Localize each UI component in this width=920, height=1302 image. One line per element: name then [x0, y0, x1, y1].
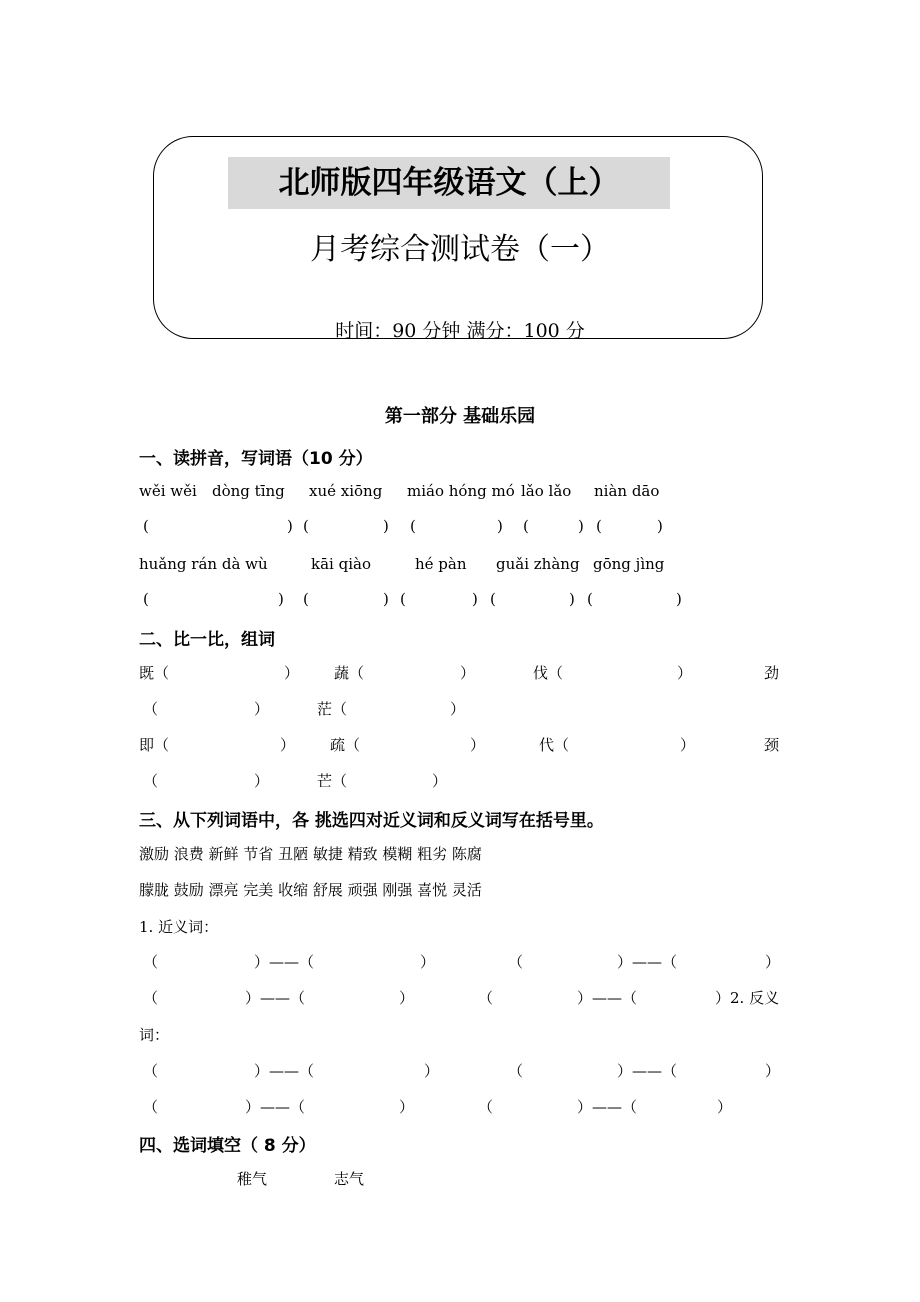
pair-blank: ） [399, 1098, 415, 1116]
bracket: ) [383, 590, 389, 608]
word-blank: 劲 [764, 664, 780, 682]
bracket: ) [278, 590, 284, 608]
bracket: ( [596, 517, 602, 535]
pair-blank: ）——（ [577, 1098, 638, 1116]
pair-blank: （ [143, 989, 159, 1007]
pinyin: guǎi zhàng [496, 555, 580, 573]
bracket: ) [287, 517, 293, 535]
choice-word: 志气 [334, 1170, 365, 1188]
bracket: ) [472, 590, 478, 608]
pair-blank: ）——（ [577, 989, 638, 1007]
exam-title: 北师版四年级语文（上） [228, 157, 670, 209]
word-blank: 疏（ [330, 736, 361, 754]
pinyin: miáo hóng mó [407, 482, 515, 500]
synonym-label: 1. 近义词： [139, 918, 219, 936]
word-blank: 伐（ [533, 664, 564, 682]
pair-blank: ）——（ [617, 1062, 678, 1080]
word-blank: （ [143, 700, 159, 718]
blank-row-1 [0, 517, 920, 541]
word-blank: ） [284, 664, 300, 682]
bracket: ( [303, 590, 309, 608]
antonym-row-2 [0, 1096, 920, 1120]
word-blank: 即（ [139, 736, 170, 754]
bracket: ( [490, 590, 496, 608]
pair-blank: ） [765, 1062, 781, 1080]
bracket: ) [676, 590, 682, 608]
pinyin: lǎo lǎo [521, 482, 572, 500]
bracket: ( [410, 517, 416, 535]
pinyin-row-2 [0, 555, 920, 579]
pair-blank: ）——（ [617, 953, 678, 971]
section-3-title: 三、从下列词语中，各 挑选四对近义词和反义词写在括号里。 [139, 811, 604, 831]
pinyin: hé pàn [415, 555, 467, 573]
pair-blank: ） [765, 953, 781, 971]
bracket: ( [523, 517, 529, 535]
word-blank: ） [677, 664, 693, 682]
synonym-row-1 [0, 951, 920, 975]
blank-row-2 [0, 590, 920, 614]
word-blank: 颈 [764, 736, 780, 754]
compare-row-3 [0, 734, 920, 758]
pair-blank: （ [143, 1062, 159, 1080]
pair-blank: ） [717, 1098, 733, 1116]
word-blank: ） [254, 700, 270, 718]
word-blank: 芒（ [317, 772, 348, 790]
word-blank: ） [680, 736, 696, 754]
pinyin: kāi qiào [311, 555, 371, 573]
pinyin: gōng jìng [593, 555, 665, 573]
antonym-label-cont: 词： [139, 1026, 170, 1044]
word-list-2: 朦胧 鼓励 漂亮 完美 收缩 舒展 顽强 刚强 喜悦 灵活 [139, 881, 482, 899]
word-blank: 代（ [539, 736, 570, 754]
bracket: ) [383, 517, 389, 535]
word-blank: （ [143, 772, 159, 790]
pair-blank: ） [399, 989, 415, 1007]
pinyin: niàn dāo [594, 482, 660, 500]
pair-blank: （ [508, 1062, 524, 1080]
pair-blank: ）——（ [254, 1062, 315, 1080]
word-blank: ） [470, 736, 486, 754]
word-blank: ） [432, 772, 448, 790]
word-choice-row [0, 1168, 920, 1192]
bracket: ( [303, 517, 309, 535]
section-4-title: 四、选词填空（ 8 分） [139, 1136, 316, 1156]
word-blank: 茫（ [317, 700, 348, 718]
compare-row-4 [0, 770, 920, 794]
pair-blank: （ [508, 953, 524, 971]
bracket: ) [569, 590, 575, 608]
word-blank: ） [460, 664, 476, 682]
pinyin: dòng tīng [212, 482, 285, 500]
pinyin: wěi wěi [139, 482, 197, 500]
word-blank: 既（ [139, 664, 170, 682]
pair-blank: （ [478, 1098, 494, 1116]
synonym-row-2 [0, 987, 920, 1011]
word-blank: 蔬（ [334, 664, 365, 682]
exam-time-info: 时间：90 分钟 满分：100 分 [335, 320, 585, 342]
pair-blank: ）2. 反义 [715, 989, 780, 1007]
bracket: ) [497, 517, 503, 535]
bracket: ) [578, 517, 584, 535]
pair-blank: （ [478, 989, 494, 1007]
section-2-title: 二、比一比，组词 [139, 630, 275, 650]
word-blank: ） [280, 736, 296, 754]
pair-blank: ）——（ [245, 989, 306, 1007]
pinyin: huǎng rán dà wù [139, 555, 268, 573]
compare-row-2 [0, 698, 920, 722]
bracket: ( [400, 590, 406, 608]
pair-blank: （ [143, 1098, 159, 1116]
section-1-title: 一、读拼音，写词语（10 分） [139, 449, 373, 469]
pinyin: xué xiōng [309, 482, 383, 500]
antonym-row-1 [0, 1060, 920, 1084]
pair-blank: ）——（ [254, 953, 315, 971]
part-title: 第一部分 基础乐园 [384, 406, 536, 427]
compare-row-1 [0, 662, 920, 686]
bracket: ) [657, 517, 663, 535]
pair-blank: ） [420, 953, 436, 971]
word-list-1: 激励 浪费 新鲜 节省 丑陋 敏捷 精致 模糊 粗劣 陈腐 [139, 845, 482, 863]
pair-blank: ） [424, 1062, 440, 1080]
pinyin-row-1 [0, 482, 920, 506]
pair-blank: （ [143, 953, 159, 971]
choice-word: 稚气 [237, 1170, 268, 1188]
word-blank: ） [254, 772, 270, 790]
exam-subtitle: 月考综合测试卷（一） [310, 232, 610, 267]
bracket: ( [143, 517, 149, 535]
word-blank: ） [450, 700, 466, 718]
bracket: ( [587, 590, 593, 608]
bracket: ( [143, 590, 149, 608]
pair-blank: ）——（ [245, 1098, 306, 1116]
